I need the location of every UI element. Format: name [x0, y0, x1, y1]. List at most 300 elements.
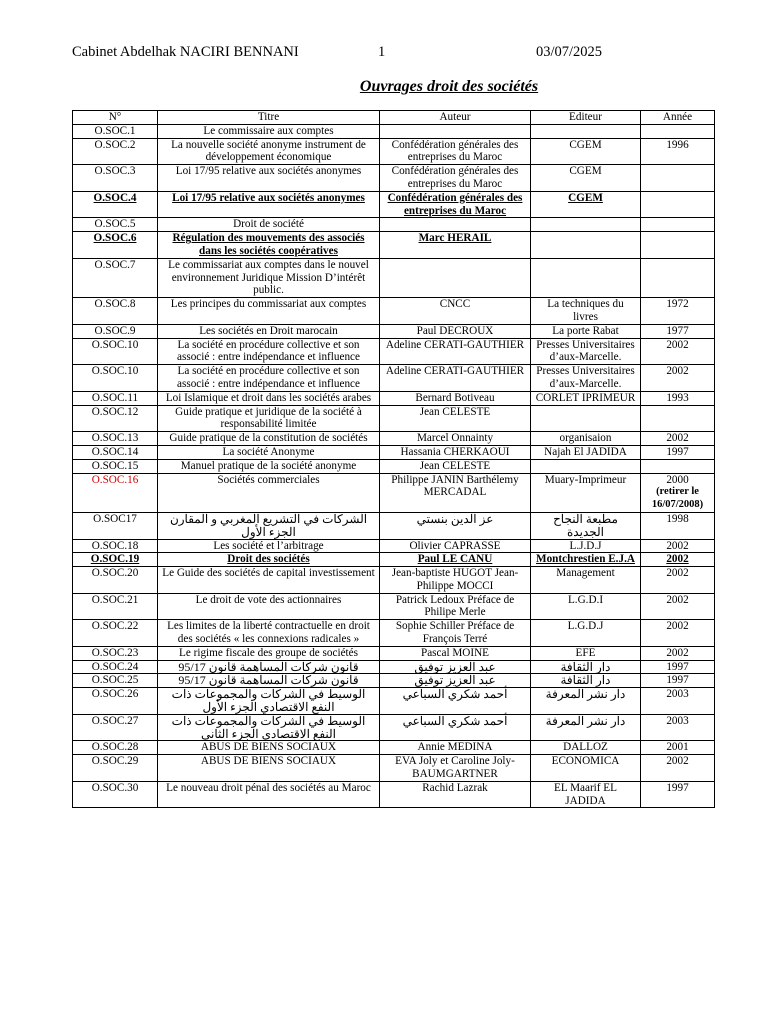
cell-title-text: Loi Islamique et droit dans les sociétés arabes — [165, 391, 372, 404]
cell-number-text: O.SOC.26 — [91, 688, 139, 701]
cell-publisher-text: Najah El JADIDA — [544, 445, 627, 458]
table-row — [73, 539, 715, 553]
cell-year-text: 1996 — [666, 138, 689, 151]
cell-number-text: O.SOC.24 — [91, 660, 139, 673]
cell-number-text: O.SOC.30 — [91, 781, 139, 794]
cell-number — [73, 781, 158, 808]
cell-author-text: Philippe JANIN Barthélemy MERCADAL — [391, 473, 519, 499]
cell-number-text: O.SOC.6 — [93, 232, 137, 245]
cell-number — [73, 405, 158, 432]
cell-publisher — [531, 567, 641, 594]
cell-author — [380, 674, 531, 688]
cell-author-text: Confédération générales des entreprises du Maroc — [391, 165, 519, 190]
cell-year — [641, 124, 715, 138]
cell-number — [73, 232, 158, 259]
cell-author — [380, 714, 531, 741]
cell-publisher — [531, 714, 641, 741]
cell-year — [641, 620, 715, 647]
cell-number — [73, 688, 158, 715]
cell-title — [158, 218, 380, 232]
cell-author-text: Confédération générales des entreprises du Maroc — [387, 191, 523, 217]
cell-title — [158, 646, 380, 660]
cell-author — [380, 432, 531, 446]
cell-year — [641, 688, 715, 715]
cell-title-text: Le Guide des sociétés de capital investissement — [162, 567, 375, 580]
cell-year — [641, 593, 715, 620]
table-row — [73, 338, 715, 365]
cell-number-text: O.SOC.18 — [91, 539, 139, 552]
cell-publisher — [531, 674, 641, 688]
cell-title-text: La société en procédure collective et son associé : entre indépendance et influence — [177, 365, 360, 390]
cell-number — [73, 741, 158, 755]
cell-year — [641, 473, 715, 512]
cell-year-note: (retirer le 16/07/2008) — [651, 486, 704, 511]
table-row — [73, 567, 715, 594]
cell-publisher-text: ECONOMICA — [551, 755, 620, 768]
cell-author — [380, 512, 531, 539]
cell-year-text: 1997 — [666, 445, 689, 458]
cell-author — [380, 138, 531, 165]
cell-year — [641, 660, 715, 674]
cell-year — [641, 138, 715, 165]
table-row — [73, 755, 715, 782]
cell-year-text: 1972 — [666, 298, 689, 311]
cell-title-text: Le rigime fiscale des groupe de sociétés — [179, 646, 358, 659]
cell-title — [158, 593, 380, 620]
cell-number-text: O.SOC.23 — [91, 646, 139, 659]
cell-title — [158, 459, 380, 473]
cell-publisher-text: L.J.D.J — [569, 539, 602, 552]
cell-number — [73, 138, 158, 165]
column-header-publisher: Editeur — [531, 111, 641, 125]
cell-title-text: Les sociétés en Droit marocain — [199, 324, 338, 337]
table-row — [73, 459, 715, 473]
cell-number — [73, 755, 158, 782]
cell-author-text: Sophie Schiller Préface de François Terré — [395, 620, 515, 646]
cell-author — [380, 781, 531, 808]
cell-author — [380, 324, 531, 338]
cell-publisher — [531, 553, 641, 567]
cell-title — [158, 338, 380, 365]
cell-number — [73, 473, 158, 512]
cell-year — [641, 405, 715, 432]
cell-year-text: 1997 — [666, 674, 689, 687]
cell-number-text: O.SOC.12 — [91, 405, 139, 418]
cell-publisher-text: Muary-Imprimeur — [544, 473, 627, 486]
cell-title-text: Sociétés commerciales — [217, 473, 320, 486]
cell-author — [380, 165, 531, 192]
cell-number-text: O.SOC.25 — [91, 674, 139, 687]
cell-title — [158, 445, 380, 459]
cell-author-text: Annie MEDINA — [417, 741, 493, 754]
table-row — [73, 232, 715, 259]
cell-number — [73, 620, 158, 647]
column-header-title: Titre — [158, 111, 380, 125]
table-row — [73, 620, 715, 647]
cell-year-text: 2002 — [666, 553, 689, 566]
cell-number-text: O.SOC.4 — [93, 191, 137, 204]
cell-year-text: 2002 — [666, 365, 689, 378]
cell-publisher-text: La porte Rabat — [552, 324, 619, 337]
table-header-row — [73, 111, 715, 125]
cell-title-text: Guide pratique de la constitution de sociétés — [169, 432, 368, 445]
cell-publisher — [531, 512, 641, 539]
cell-title-text: الوسيط في الشركات والمجموعات ذات النفع الاقتصادي الجزء الثاني — [171, 713, 366, 741]
cell-title — [158, 755, 380, 782]
cell-publisher — [531, 191, 641, 218]
cell-title-text: Droit des sociétés — [227, 553, 310, 566]
table-row — [73, 646, 715, 660]
cell-title — [158, 741, 380, 755]
cell-publisher-text: CGEM — [569, 138, 602, 151]
cell-author-text: Bernard Botiveau — [415, 391, 495, 404]
cell-year-text: 2001 — [666, 741, 689, 754]
cell-year — [641, 755, 715, 782]
cell-year-text: 1998 — [666, 512, 689, 525]
cell-number — [73, 432, 158, 446]
cell-year — [641, 324, 715, 338]
cell-year — [641, 445, 715, 459]
cell-title-text: Loi 17/95 relative aux sociétés anonymes — [172, 191, 365, 204]
cell-publisher — [531, 473, 641, 512]
books-table — [72, 110, 715, 808]
table-row — [73, 432, 715, 446]
cell-title-text: Régulation des mouvements des associés dans les sociétés coopératives — [172, 232, 365, 257]
cell-title — [158, 660, 380, 674]
cell-author — [380, 191, 531, 218]
cell-year-text: 2002 — [666, 620, 689, 633]
table-body — [73, 124, 715, 808]
cell-author — [380, 473, 531, 512]
cell-publisher — [531, 324, 641, 338]
cell-title-text: Le commissaire aux comptes — [203, 124, 334, 137]
cell-publisher-text: EL Maarif EL JADIDA — [554, 781, 617, 807]
cell-title — [158, 258, 380, 297]
cell-publisher — [531, 258, 641, 297]
cell-number-text: O.SOC.28 — [91, 741, 139, 754]
header-firm: Cabinet Abdelhak NACIRI BENNANI — [72, 44, 299, 60]
cell-publisher-text: Presses Universitaires d’aux-Marcelle. — [536, 365, 635, 390]
cell-publisher-text: La techniques du livres — [547, 298, 624, 323]
table-row — [73, 138, 715, 165]
cell-title — [158, 391, 380, 405]
cell-title-text: Les société et l’arbitrage — [213, 539, 324, 552]
cell-number-text: O.SOC.2 — [94, 138, 136, 151]
cell-publisher — [531, 391, 641, 405]
cell-title-text: La société Anonyme — [222, 445, 315, 458]
cell-author — [380, 232, 531, 259]
table-row — [73, 688, 715, 715]
table-row — [73, 593, 715, 620]
cell-author-text: أحمد شكري السباعي — [402, 687, 508, 702]
cell-title-text: Le droit de vote des actionnaires — [195, 593, 342, 606]
cell-publisher — [531, 445, 641, 459]
cell-year — [641, 539, 715, 553]
table-row — [73, 741, 715, 755]
table-row — [73, 258, 715, 297]
cell-number — [73, 298, 158, 325]
cell-title — [158, 539, 380, 553]
cell-title-text: قانون شركات المساهمة قانون 95/17 — [178, 659, 359, 674]
cell-publisher-text: L.G.D.I — [567, 593, 604, 606]
cell-author — [380, 660, 531, 674]
cell-publisher — [531, 593, 641, 620]
cell-year — [641, 567, 715, 594]
cell-publisher-text: CGEM — [569, 165, 602, 178]
column-header-number: N° — [73, 111, 158, 125]
cell-year-text: 2002 — [666, 338, 689, 351]
table-row — [73, 218, 715, 232]
cell-year-text: 2003 — [666, 714, 689, 727]
cell-author — [380, 124, 531, 138]
cell-year — [641, 191, 715, 218]
cell-year — [641, 432, 715, 446]
cell-author — [380, 646, 531, 660]
cell-publisher-text: مطبعة النجاح الجديدة — [553, 511, 618, 539]
table-row — [73, 165, 715, 192]
cell-number-text: O.SOC.22 — [91, 620, 139, 633]
cell-number-text: O.SOC.20 — [91, 567, 139, 580]
cell-publisher — [531, 218, 641, 232]
cell-author-text: Adeline CERATI-GAUTHIER — [385, 365, 525, 378]
cell-author — [380, 688, 531, 715]
cell-author-text: Jean CELESTE — [419, 405, 491, 418]
cell-publisher — [531, 646, 641, 660]
cell-author-text: Confédération générales des entreprises du Maroc — [391, 138, 519, 164]
cell-number-text: O.SOC.29 — [91, 755, 139, 768]
table-row — [73, 324, 715, 338]
cell-number — [73, 191, 158, 218]
cell-number-text: O.SOC.10 — [91, 338, 139, 351]
cell-publisher — [531, 365, 641, 392]
cell-title-text: Droit de société — [233, 218, 304, 231]
table-row — [73, 191, 715, 218]
table-row — [73, 553, 715, 567]
cell-author-text: Jean-baptiste HUGOT Jean-Philippe MOCCI — [391, 567, 519, 592]
cell-author-text: Paul DECROUX — [416, 324, 494, 337]
cell-publisher-text: دار الثقافة — [560, 673, 611, 688]
table-row — [73, 365, 715, 392]
cell-title-text: La nouvelle société anonyme instrument de développement économique — [171, 138, 366, 164]
cell-title — [158, 567, 380, 594]
cell-number-text: O.SOC.14 — [91, 445, 139, 458]
cell-year — [641, 459, 715, 473]
cell-title-text: الشركات في التشريع المغربي و المقارن الجزء الأول — [169, 511, 368, 539]
cell-title — [158, 191, 380, 218]
cell-publisher-text: دار نشر المعرفة — [545, 713, 626, 728]
cell-number — [73, 646, 158, 660]
cell-number-text: O.SOC.16 — [91, 473, 139, 486]
column-header-author: Auteur — [380, 111, 531, 125]
cell-year — [641, 781, 715, 808]
cell-publisher — [531, 232, 641, 259]
cell-number — [73, 567, 158, 594]
cell-author — [380, 620, 531, 647]
cell-year-text: 2000 — [666, 473, 689, 486]
cell-title-text: Manuel pratique de la société anonyme — [180, 459, 357, 472]
cell-author-text: Hassania CHERKAOUI — [400, 445, 510, 458]
cell-title-text: الوسيط في الشركات والمجموعات ذات النفع الاقتصادي الجزء الأول — [171, 687, 366, 715]
table-row — [73, 124, 715, 138]
cell-title-text: Loi 17/95 relative aux sociétés anonymes — [175, 165, 362, 178]
cell-number-text: O.SOC.27 — [91, 714, 139, 727]
cell-year — [641, 741, 715, 755]
cell-title — [158, 688, 380, 715]
cell-author — [380, 741, 531, 755]
cell-title-text: قانون شركات المساهمة قانون 95/17 — [178, 673, 359, 688]
cell-publisher-text: EFE — [575, 646, 596, 659]
cell-title — [158, 512, 380, 539]
cell-year-text: 2002 — [666, 593, 689, 606]
cell-number-text: O.SOC.11 — [91, 391, 139, 404]
cell-author — [380, 258, 531, 297]
cell-year — [641, 338, 715, 365]
cell-title — [158, 232, 380, 259]
cell-number-text: O.SOC.15 — [91, 459, 139, 472]
table-row — [73, 714, 715, 741]
cell-year-text: 2002 — [666, 539, 689, 552]
header-date: 03/07/2025 — [536, 44, 603, 60]
cell-publisher-text: DALLOZ — [563, 741, 608, 754]
cell-number-text: O.SOC.10 — [91, 365, 139, 378]
cell-author-text: أحمد شكري السباعي — [402, 713, 508, 728]
table-row — [73, 391, 715, 405]
cell-number — [73, 459, 158, 473]
cell-number — [73, 218, 158, 232]
cell-title-text: La société en procédure collective et son associé : entre indépendance et influence — [177, 338, 360, 364]
cell-publisher-text: Management — [556, 567, 615, 580]
cell-title-text: ABUS DE BIENS SOCIAUX — [200, 741, 337, 754]
cell-title — [158, 553, 380, 567]
cell-year — [641, 218, 715, 232]
cell-title-text: Guide pratique et juridique de la société à responsabilité limitée — [175, 405, 362, 431]
cell-number-text: O.SOC.9 — [94, 324, 136, 337]
table-row — [73, 660, 715, 674]
cell-publisher-text: Presses Universitaires d’aux-Marcelle. — [536, 338, 635, 364]
cell-author — [380, 539, 531, 553]
cell-publisher — [531, 660, 641, 674]
cell-number-text: O.SOC.5 — [94, 218, 136, 231]
cell-publisher-text: دار نشر المعرفة — [545, 687, 626, 702]
cell-number — [73, 674, 158, 688]
table-row — [73, 298, 715, 325]
cell-number-text: O.SOC.13 — [91, 432, 139, 445]
cell-author-text: عز الدين بنستي — [416, 511, 494, 526]
table-row — [73, 512, 715, 539]
cell-title — [158, 473, 380, 512]
cell-number — [73, 553, 158, 567]
cell-year-text: 1997 — [666, 781, 689, 794]
cell-title — [158, 620, 380, 647]
cell-author-text: عبد العزيز توفيق — [414, 659, 496, 674]
cell-year-text: 1997 — [666, 660, 689, 673]
cell-number — [73, 391, 158, 405]
cell-author — [380, 338, 531, 365]
cell-publisher — [531, 432, 641, 446]
cell-title — [158, 674, 380, 688]
cell-publisher — [531, 781, 641, 808]
cell-author-text: Marcel Onnainty — [416, 432, 494, 445]
cell-title — [158, 781, 380, 808]
cell-year — [641, 646, 715, 660]
cell-publisher — [531, 459, 641, 473]
cell-year-text: 2002 — [666, 432, 689, 445]
cell-author-text: عبد العزيز توفيق — [414, 673, 496, 688]
column-header-year: Année — [641, 111, 715, 125]
cell-number-text: O.SOC.19 — [90, 553, 140, 566]
cell-number — [73, 714, 158, 741]
cell-title — [158, 432, 380, 446]
cell-year — [641, 391, 715, 405]
cell-number-text: O.SOC.8 — [94, 298, 136, 311]
cell-author — [380, 755, 531, 782]
cell-number — [73, 365, 158, 392]
cell-year — [641, 232, 715, 259]
cell-author — [380, 593, 531, 620]
cell-author — [380, 365, 531, 392]
cell-year-text: 1993 — [666, 391, 689, 404]
cell-author — [380, 553, 531, 567]
cell-author-text: Rachid Lazrak — [422, 781, 488, 794]
cell-author — [380, 391, 531, 405]
cell-title-text: Le commissariat aux comptes dans le nouvel environnement Juridique Mission D’intérêt public. — [168, 258, 369, 297]
cell-publisher-text: CORLET IPRIMEUR — [535, 391, 636, 404]
cell-author-text: Paul LE CANU — [417, 553, 493, 566]
cell-publisher — [531, 688, 641, 715]
cell-author-text: Patrick Ledoux Préface de Philipe Merle — [395, 593, 515, 619]
cell-title — [158, 324, 380, 338]
cell-year-text: 2002 — [666, 646, 689, 659]
cell-year — [641, 553, 715, 567]
cell-author — [380, 298, 531, 325]
cell-publisher — [531, 741, 641, 755]
cell-number-text: O.SOC.7 — [94, 258, 136, 271]
table-row — [73, 674, 715, 688]
cell-year-text: 1977 — [666, 324, 689, 337]
cell-title-text: Les principes du commissariat aux comptes — [170, 298, 367, 311]
cell-number — [73, 258, 158, 297]
cell-number — [73, 539, 158, 553]
cell-publisher — [531, 539, 641, 553]
cell-publisher-text: organisaion — [559, 432, 612, 445]
cell-year — [641, 674, 715, 688]
cell-number — [73, 445, 158, 459]
cell-publisher — [531, 338, 641, 365]
cell-year — [641, 365, 715, 392]
cell-title-text: Les limites de la liberté contractuelle en droit des sociétés « les connexions radicales » — [167, 620, 370, 646]
cell-year — [641, 298, 715, 325]
cell-publisher — [531, 755, 641, 782]
cell-publisher — [531, 620, 641, 647]
cell-number — [73, 660, 158, 674]
table-row — [73, 405, 715, 432]
cell-author — [380, 218, 531, 232]
header-page-number: 1 — [378, 44, 386, 60]
cell-number-text: O.SOC.21 — [91, 593, 139, 606]
cell-year — [641, 165, 715, 192]
cell-author-text: CNCC — [439, 298, 471, 311]
cell-year-text: 2002 — [666, 567, 689, 580]
cell-year-text: 2002 — [666, 755, 689, 768]
document-title: Ouvrages droit des sociétés — [359, 78, 539, 95]
cell-title — [158, 298, 380, 325]
cell-number-text: O.SOC.3 — [94, 165, 136, 178]
cell-year — [641, 512, 715, 539]
cell-publisher — [531, 165, 641, 192]
cell-year-text: 2003 — [666, 688, 689, 701]
cell-author — [380, 405, 531, 432]
cell-publisher-text: دار الثقافة — [560, 659, 611, 674]
